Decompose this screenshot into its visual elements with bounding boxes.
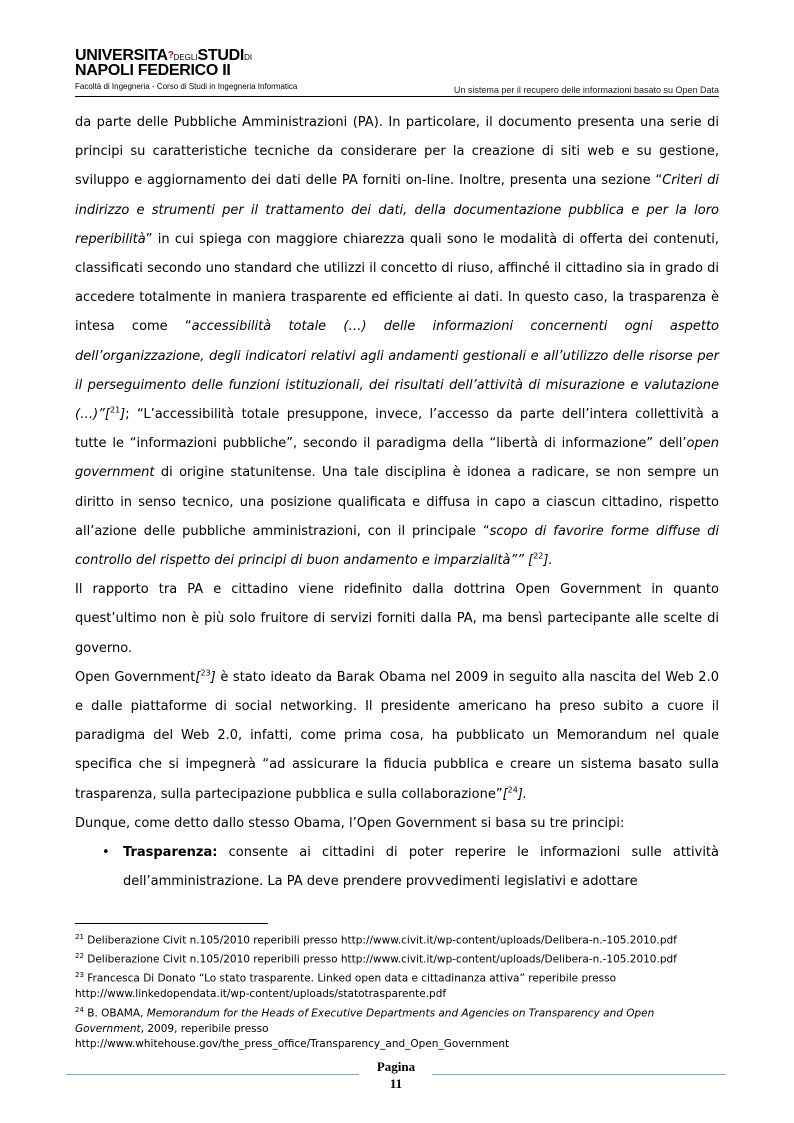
page-number: 11 — [389, 1076, 403, 1091]
footnote-21: $^{21}$ Deliberazione Civit n.105/2010 reperibili presso http://www.civit.it/wp-content/uploads/Delibera-n.-105.2010.pdf — [75, 933, 677, 947]
paragraph-3: Open Government[$^{23}$] è stato ideato da Barak Obama nel 2009 in seguito alla nascita del Web 2.0 e dalle piattaforme di social networking. Il presidente americano ha preso subito a cuore il paradigma del Web 2.0, infatti, come prima cosa, ha pubblicato un Memorandum nel quale specifica che si impegnerà “ad assicurare la fiducia pubblica e creare un sistema basato sulla trasparenza, sulla partecipazione pubblica e sulla collaborazione”[$^{24}$]. — [75, 668, 719, 802]
bullet-icon: • — [102, 845, 110, 861]
principles-list — [75, 838, 719, 896]
footnote-ref-21: 21 — [109, 405, 121, 415]
footnote-23: $^{23}$ Francesca Di Donato “Lo stato trasparente. Linked open data e cittadinanza attiva” reperibile presso http://www.linkedopendata.it/wp-content/uploads/statotrasparente.pdf — [75, 971, 617, 1000]
paragraph-1: da parte delle Pubbliche Amministrazioni (PA). In particolare, il documento presenta una serie di principi su caratteristiche tecniche da considerare per la creazione di siti web e su gestione, sviluppo e aggiornamento dei dati delle PA forniti on-line. Inoltre, presenta una sezione “Criteri di indirizzo e strumenti per il trattamento dei dati, della documentazione pubblica e per la loro reperibilità” in cui spiega con maggiore chiarezza quali sono le modalità di offerta dei contenuti, classificati secondo uno standard che utilizzi il concetto di riuso, affinché il cittadino sia in grado di accedere totalmente in maniera trasparente ed efficiente ai dati. In questo caso, la trasparenza è intesa come “accessibilità totale (…) delle informazioni concernenti ogni aspetto dell’organizzazione, degli indicatori relativi agli andamenti gestionali e all’utilizzo delle risorse per il perseguimento delle funzioni istituzionali, dei risultati dell’attività di misurazione e valutazione (…)”[$^{21}$]; “L’accessibilità totale presuppone, invece, l’accesso da parte dell’intera collettività a tutte le “informazioni pubbliche”, secondo il paradigma della “libertà di informazione” dell’open government di origine statunitense. Una tale disciplina è idonea a radicare, se non sempre un diritto in senso tecnico, una posizione qualificata e diffusa in capo a ciascun cittadino, rispetto all’azione delle pubbliche amministrazioni, con il principale “scopo di favorire forme diffuse di controllo del rispetto dei principi di buon andamento e imparzialità”” [$^{22}$]. — [75, 115, 720, 569]
footnotes — [75, 930, 725, 1053]
page-label: Pagina — [376, 1059, 416, 1074]
running-title: Un sistema per il recupero delle informazioni basato su Open Data — [453, 85, 719, 95]
list-item: • Trasparenza: consente ai cittadini di poter reperire le informazioni sulle attività dell’amministrazione. La PA deve prendere provvedimenti legislativi e adottare — [75, 838, 719, 896]
footnote-ref-22: 22 — [533, 551, 544, 561]
body-text — [75, 108, 719, 896]
footer-rule-left — [66, 1074, 359, 1075]
footnote-ref-23: 23 — [200, 668, 211, 678]
page-footer — [66, 1056, 726, 1096]
footnote-separator — [75, 923, 268, 924]
header-rule — [75, 96, 719, 97]
paragraph-2: Il rapporto tra PA e cittadino viene ridefinito dalla dottrina Open Government in quanto quest’ultimo non è più solo fruitore di servizi forniti dalla PA, ma bensì partecipante alle scelte di governo. — [75, 582, 719, 656]
faculty-label: Facoltà di Ingegneria - Corso di Studi in Ingegneria Informatica — [75, 82, 298, 91]
footer-rule-right — [432, 1074, 726, 1075]
university-logo-line1: UNIVERSITA?DEGLISTUDIDI — [75, 47, 253, 64]
university-logo-line2: NAPOLI FEDERICO II — [75, 62, 231, 79]
paragraph-4: Dunque, come detto dallo stesso Obama, l’Open Government si basa su tre principi: — [75, 815, 625, 831]
footnote-ref-24: 24 — [507, 785, 518, 795]
page-header — [75, 42, 719, 98]
footnote-22: $^{22}$ Deliberazione Civit n.105/2010 reperibili presso http://www.civit.it/wp-content/uploads/Delibera-n.-105.2010.pdf — [75, 952, 677, 966]
footnote-24: $^{24}$ B. OBAMA, Memorandum for the Heads of Executive Departments and Agencies on Transparency and Open Government, 2009, reperibile presso http://www.whitehouse.gov/the_press_office/Transparency_and_Open_Government — [75, 1005, 655, 1050]
